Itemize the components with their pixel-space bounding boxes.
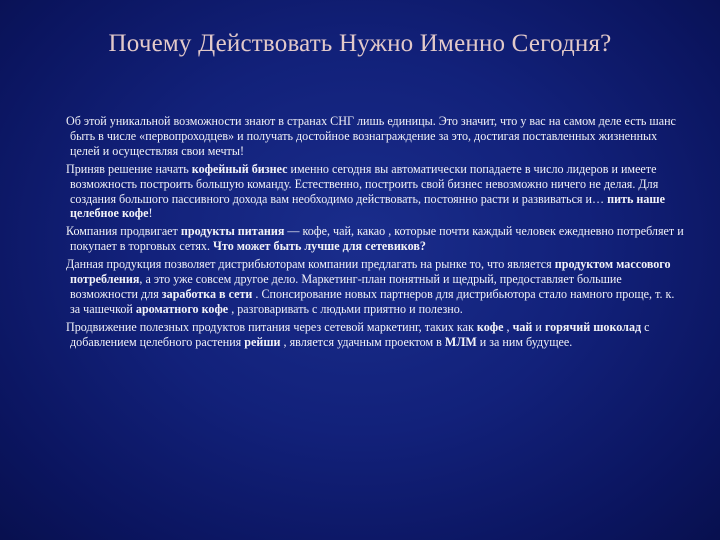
paragraph-text: — кофе, чай, какао , которые почти каждый человек ежедневно потребляет и покупает в торговых сетях. <box>70 224 684 254</box>
paragraph-text: , разговаривать с людьми приятно и полезно. <box>228 301 463 316</box>
emphasis-text: кофейный бизнес <box>191 161 288 176</box>
emphasis-text: чай <box>512 319 533 334</box>
paragraph-text: Приняв решение начать <box>66 161 192 176</box>
paragraph-text: с добавлением целебного растения <box>70 319 650 349</box>
slide-title: Почему Действовать Нужно Именно Сегодня? <box>108 30 612 57</box>
emphasis-text: продуктом массового потребления <box>70 257 671 287</box>
emphasis-text: продукты питания <box>180 224 285 239</box>
paragraph-text: Данная продукция позволяет дистрибьюторам компании предлагать на рынке то, что является <box>66 257 555 272</box>
emphasis-text: заработка в сети <box>161 286 253 301</box>
paragraph-text: ! <box>148 206 153 221</box>
paragraph-text: и за ним будущее. <box>476 334 573 349</box>
body-paragraph <box>66 257 686 317</box>
emphasis-text: горячий шоколад <box>544 319 642 334</box>
paragraph-text: Продвижение полезных продуктов питания через сетевой маркетинг, таких как <box>66 319 477 334</box>
paragraph-text: именно сегодня вы автоматически попадаете в число лидеров и имеете возможность построить большую команду. Естественно, построить свой бизнес невозможно ничего не делая. Для создания большого пассивного дохода вам необходимо действовать, постоянно расти и развиваться и… <box>70 161 659 206</box>
emphasis-text: МЛМ <box>444 334 477 349</box>
emphasis-text: рейши <box>244 334 281 349</box>
paragraph-text: , является удачным проектом в <box>280 334 445 349</box>
paragraph-text: и <box>532 319 545 334</box>
body-paragraph <box>66 162 686 222</box>
body-paragraph <box>66 114 686 159</box>
emphasis-text: пить наше целебное кофе <box>70 191 665 221</box>
emphasis-text: ароматного кофе <box>135 301 229 316</box>
paragraph-text: Об этой уникальной возможности знают в странах СНГ лишь единицы. Это значит, что у вас на самом деле есть шанс быть в числе «первопроходцев» и получать достойное вознаграждение за это, достигая поставленных жизненных целей и осуществляя свои мечты! <box>66 114 676 158</box>
paragraph-text: , <box>503 319 513 334</box>
paragraph-text: Компания продвигает <box>66 224 181 239</box>
emphasis-text: Что может быть лучше для сетевиков? <box>213 239 426 254</box>
body-paragraph <box>66 320 686 350</box>
paragraph-text: , а это уже совсем другое дело. Маркетинг-план понятный и щедрый, предоставляет большие возможности для <box>70 272 622 301</box>
body-paragraph <box>66 224 686 254</box>
emphasis-text: кофе <box>476 319 504 334</box>
slide-body <box>66 114 686 353</box>
paragraph-text: . Спонсирование новых партнеров для дистрибьютора стало намного проще, т. к. за чашечкой <box>70 286 675 316</box>
